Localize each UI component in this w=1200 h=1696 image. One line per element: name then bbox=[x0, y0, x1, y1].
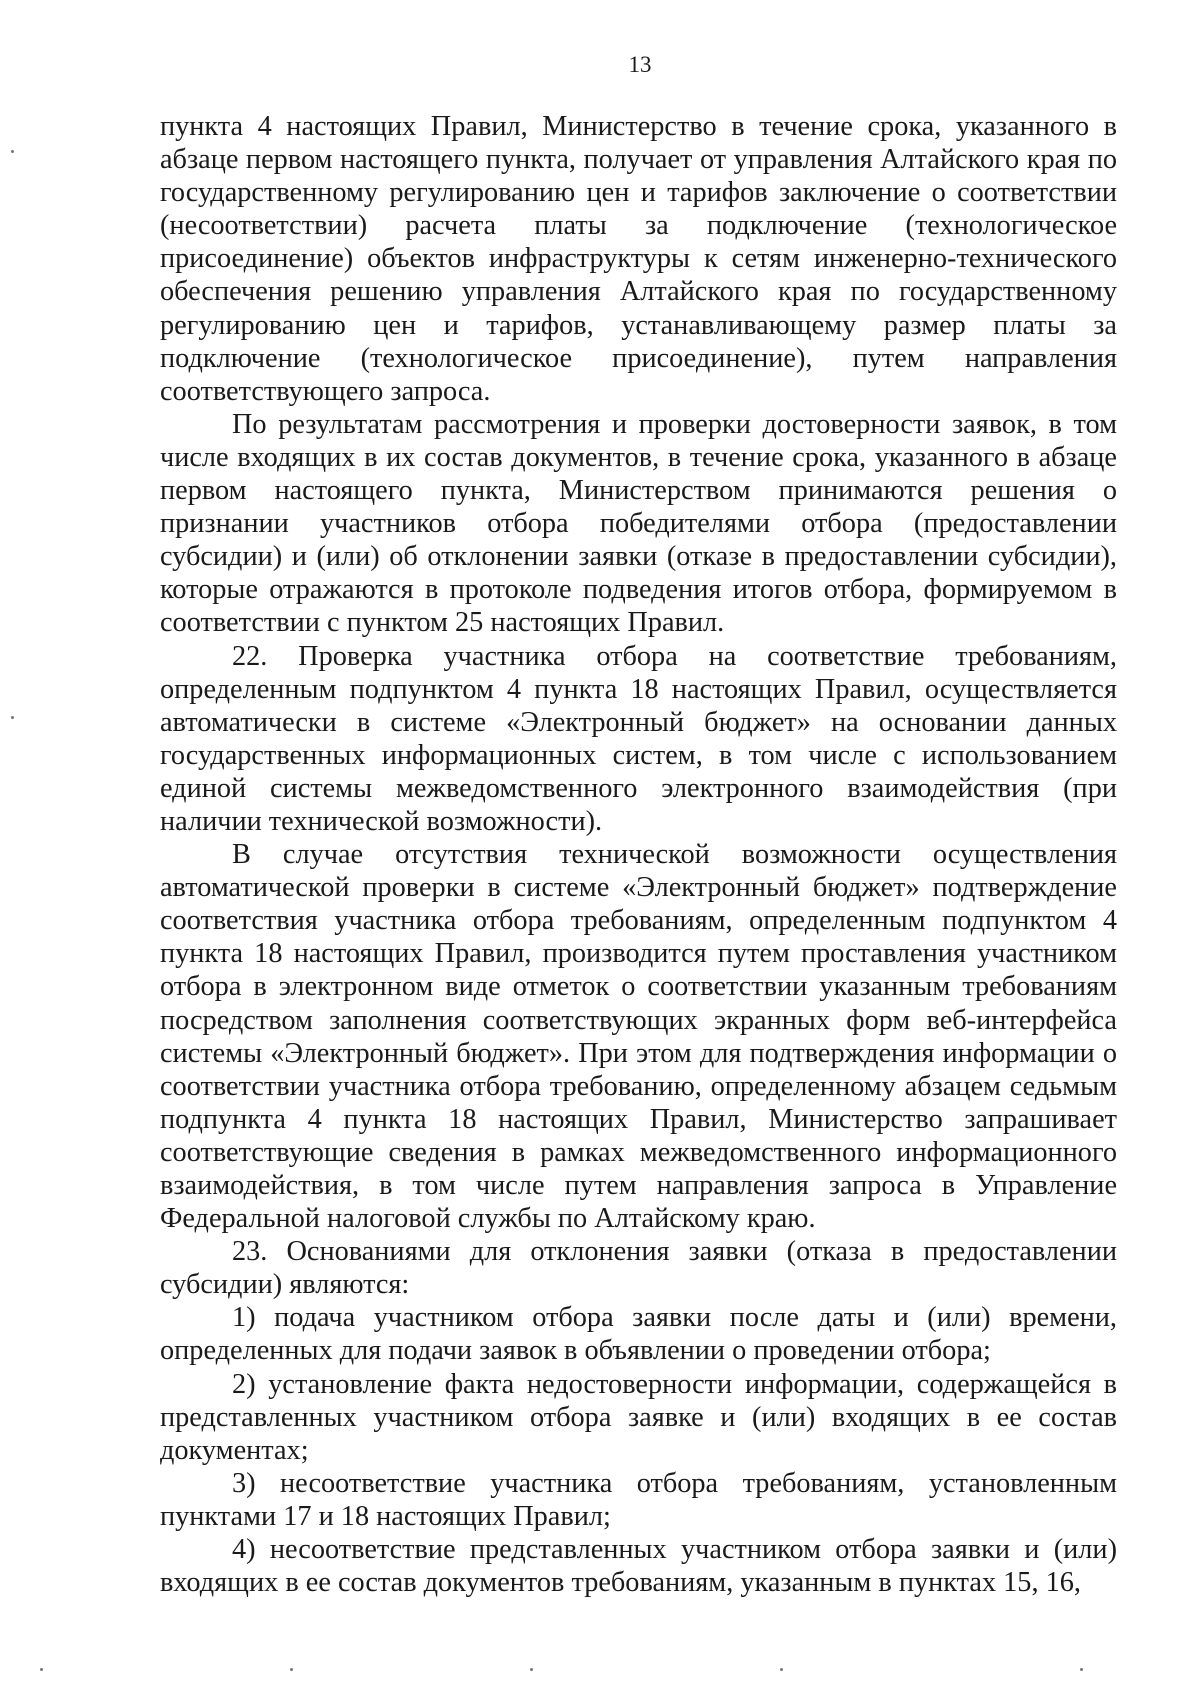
list-item: 4) несоответствие представленных участником отбора заявки и (или) входящих в ее состав документов требованиям, указанным в пунктах 15, 16, bbox=[160, 1534, 1117, 1599]
scan-speck bbox=[11, 716, 14, 719]
paragraph: По результатам рассмотрения и проверки достоверности заявок, в том числе входящих в их состав документов, в течение срока, указанного в абзаце первом настоящего пункта, Министерством принимаются решения о признании участников отбора победителями отбора (предоставлении субсидии) и (или) об отклонении заявки (отказе в предоставлении субсидии), которые отражаются в протоколе подведения итогов отбора, формируемом в соответствии с пунктом 25 настоящих Правил. bbox=[160, 408, 1117, 639]
paragraph: пункта 4 настоящих Правил, Министерство в течение срока, указанного в абзаце первом настоящего пункта, получает от управления Алтайского края по государственному регулированию цен и тарифов заключение о соответствии (несоответствии) расчета платы за подключение (технологическое присоединение) объектов инфраструктуры к сетям инженерно-технического обеспечения решению управления Алтайского края по государственному регулированию цен и тарифов, устанавливающему размер платы за подключение (технологическое присоединение), путем направления соответствующего запроса. bbox=[160, 111, 1117, 407]
list-item: 1) подача участником отбора заявки после даты и (или) времени, определенных для подачи заявок в объявлении о проведении отбора; bbox=[160, 1302, 1117, 1367]
document-body bbox=[160, 110, 1117, 1599]
paragraph: В случае отсутствия технической возможности осуществления автоматической проверки в системе «Электронный бюджет» подтверждение соответствия участника отбора требованиям, определенным подпунктом 4 пункта 18 настоящих Правил, производится путем проставления участником отбора в электронном виде отметок о соответствии указанным требованиям посредством заполнения соответствующих экранных форм веб-интерфейса системы «Электронный бюджет». При этом для подтверждения информации о соответствии участника отбора требованию, определенному абзацем седьмым подпункта 4 пункта 18 настоящих Правил, Министерство запрашивает соответствующие сведения в рамках межведомственного информационного взаимодействия, в том числе путем направления запроса в Управление Федеральной налоговой службы по Алтайскому краю. bbox=[160, 839, 1117, 1235]
scan-speck bbox=[290, 1668, 293, 1671]
paragraph: 23. Основаниями для отклонения заявки (отказа в предоставлении субсидии) являются: bbox=[160, 1236, 1117, 1301]
paragraph: 22. Проверка участника отбора на соответствие требованиям, определенным подпунктом 4 пункта 18 настоящих Правил, осуществляется автоматически в системе «Электронный бюджет» на основании данных государственных информационных систем, в том числе с использованием единой системы межведомственного электронного взаимодействия (при наличии технической возможности). bbox=[160, 640, 1117, 837]
scan-speck bbox=[40, 1668, 43, 1671]
page-number: 13 bbox=[628, 52, 652, 77]
list-item: 3) несоответствие участника отбора требованиям, установленным пунктами 17 и 18 настоящих Правил; bbox=[160, 1467, 1117, 1532]
scan-speck bbox=[1080, 1668, 1083, 1671]
list-item: 2) установление факта недостоверности информации, содержащейся в представленных участником отбора заявке и (или) входящих в ее состав документах; bbox=[160, 1368, 1117, 1466]
scan-speck bbox=[780, 1668, 783, 1671]
scan-speck bbox=[11, 150, 14, 153]
scan-speck bbox=[530, 1668, 533, 1671]
